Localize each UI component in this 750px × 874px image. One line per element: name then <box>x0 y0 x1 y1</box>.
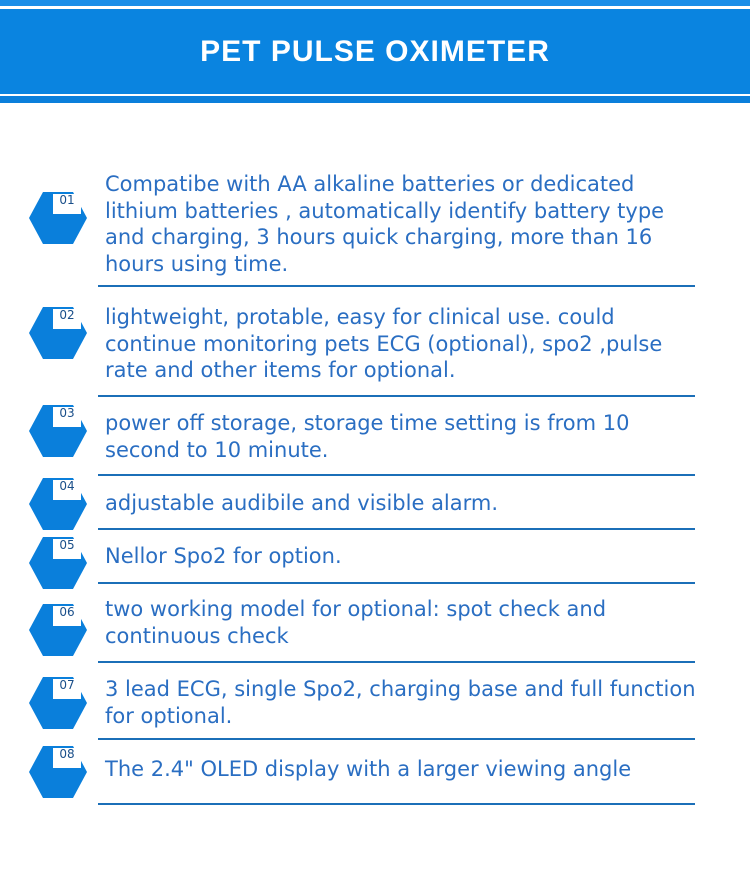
number-badge-icon <box>29 746 87 798</box>
feature-text: 3 lead ECG, single Spo2, charging base and full function for optional. <box>105 677 696 728</box>
number-badge-icon <box>29 537 87 589</box>
number-badge-icon <box>29 604 87 656</box>
badge-number: 01 <box>59 193 75 207</box>
feature-text: power off storage, storage time setting is from 10 second to 10 minute. <box>105 411 630 462</box>
divider <box>98 582 695 584</box>
badge-number: 03 <box>59 406 75 420</box>
divider <box>98 395 695 397</box>
feature-text: The 2.4" OLED display with a larger viewing angle <box>105 757 632 781</box>
badge-number: 02 <box>59 308 75 322</box>
number-badge-icon <box>29 192 87 244</box>
badge-number: 06 <box>59 605 75 619</box>
badge-number: 05 <box>59 538 75 552</box>
badge-number: 04 <box>59 479 75 493</box>
badge-number: 08 <box>59 747 75 761</box>
page-title: PET PULSE OXIMETER <box>200 34 550 68</box>
feature-text: lightweight, protable, easy for clinical use. could continue monitoring pets ECG (optional), spo2 ,pulse rate and other items for optional. <box>105 305 663 382</box>
divider <box>98 803 695 805</box>
divider <box>98 285 695 287</box>
feature-text: adjustable audibile and visible alarm. <box>105 491 499 515</box>
divider <box>98 528 695 530</box>
feature-text: Compatibe with AA alkaline batteries or dedicated lithium batteries , automatically identify battery type and charging, 3 hours quick charging, more than 16 hours using time. <box>105 172 665 276</box>
feature-text: two working model for optional: spot check and continuous check <box>105 597 607 648</box>
feature-text: Nellor Spo2 for option. <box>105 544 342 568</box>
divider <box>98 474 695 476</box>
header-banner <box>0 9 750 94</box>
badge-number: 07 <box>59 678 75 692</box>
number-badge-icon <box>29 478 87 530</box>
number-badge-icon <box>29 405 87 457</box>
divider <box>98 661 695 663</box>
number-badge-icon <box>29 307 87 359</box>
header-bottom-band <box>0 96 750 103</box>
number-badge-icon <box>29 677 87 729</box>
divider <box>98 738 695 740</box>
